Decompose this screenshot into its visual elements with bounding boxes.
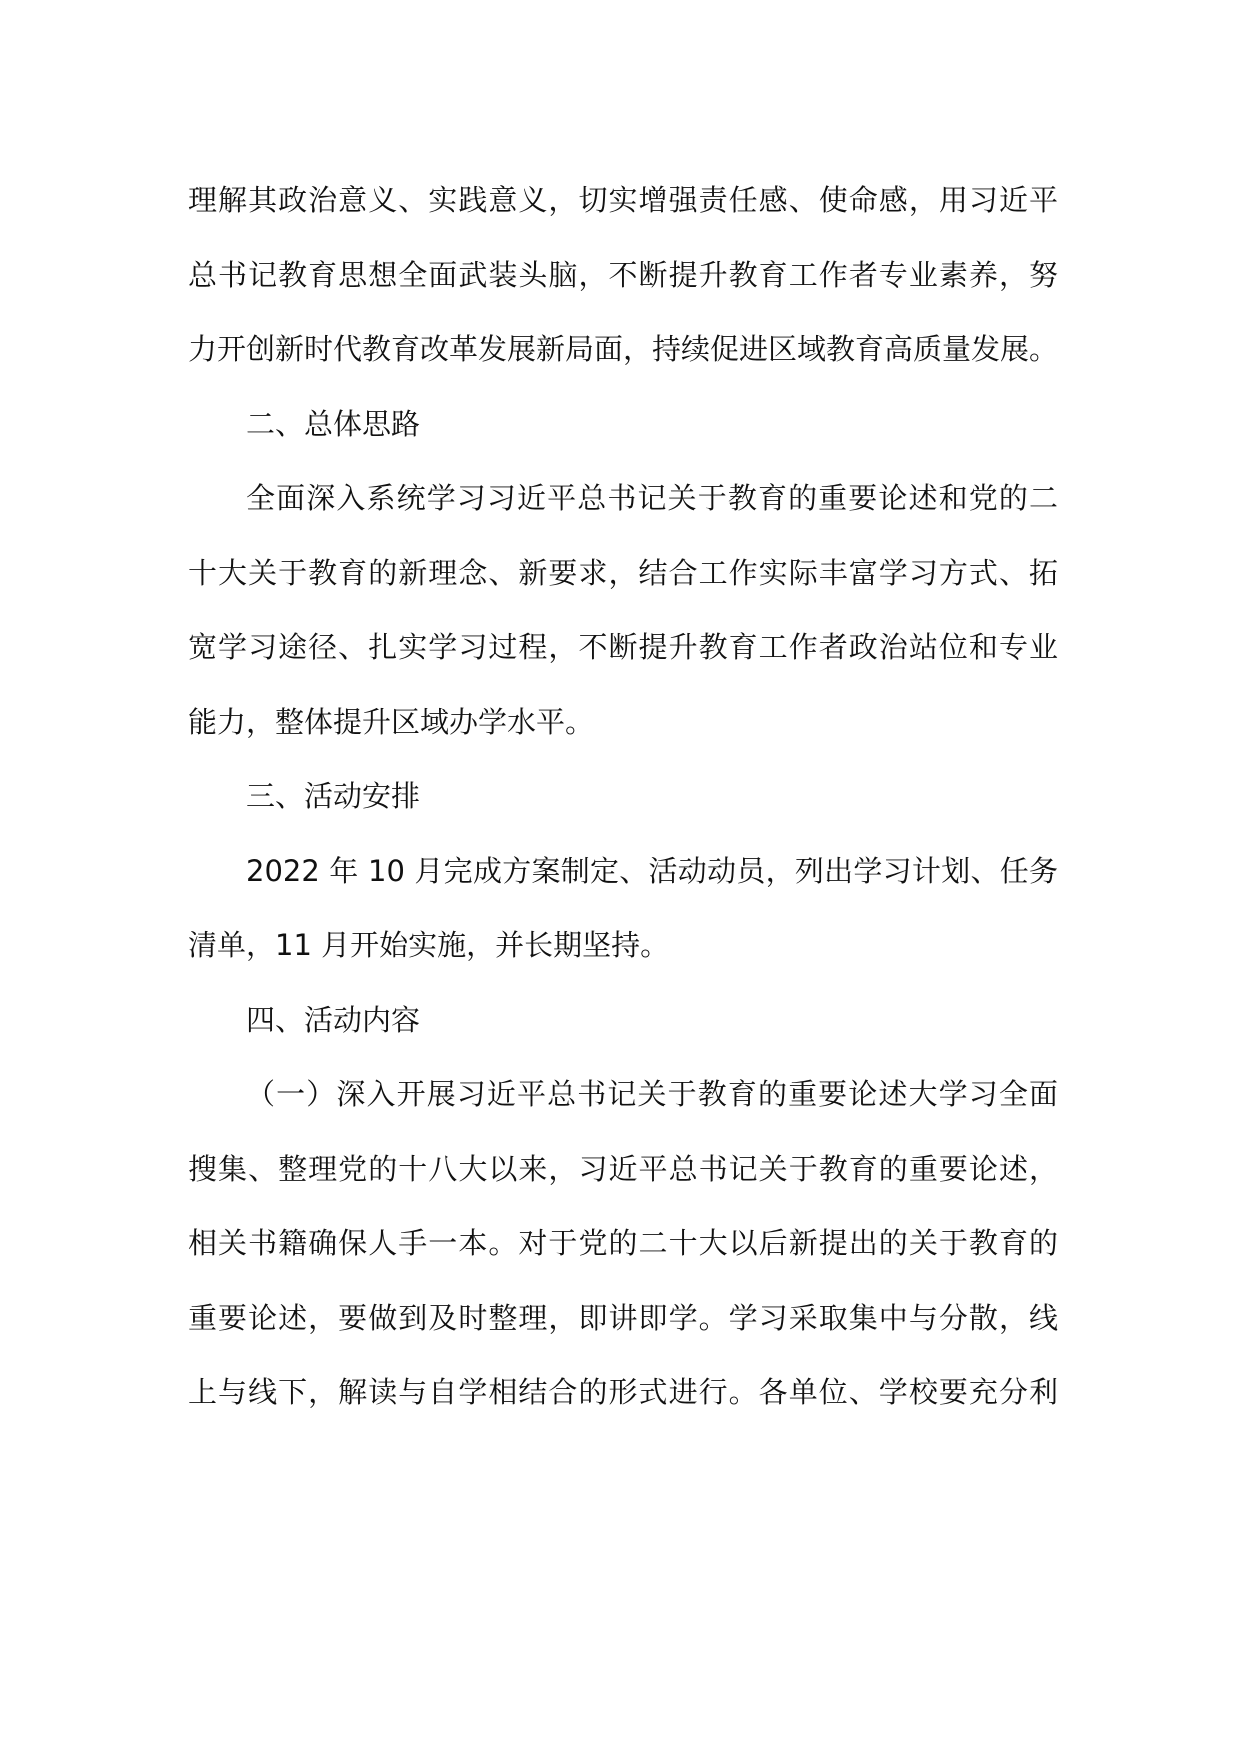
text-line: 清单，11 月开始实施，并长期坚持。 — [188, 928, 670, 962]
text-line: 相关书籍确保人手一本。对于党的二十大以后新提出的关于教育的 — [188, 1226, 1058, 1260]
text-line: 能力，整体提升区域办学水平。 — [188, 704, 595, 739]
text-line: 宽学习途径、扎实学习过程，不断提升教育工作者政治站位和专业 — [188, 630, 1058, 664]
paragraph-schedule — [188, 834, 1058, 983]
text-line: 理解其政治意义、实践意义，切实增强责任感、使命感，用习近平 — [188, 183, 1058, 217]
text-line: 力开创新时代教育改革发展新局面，持续促进区域教育高质量发展。 — [188, 332, 1059, 366]
section-heading: 二、总体思路 — [246, 406, 421, 441]
document-body — [188, 163, 1058, 1430]
text-line: 2022 年 10 月完成方案制定、活动动员，列出学习计划、任务 — [246, 853, 1058, 888]
paragraph-intro — [188, 163, 1058, 387]
text-line: 上与线下，解读与自学相结合的形式进行。各单位、学校要充分利 — [188, 1375, 1058, 1409]
section-heading: 四、活动内容 — [246, 1002, 421, 1037]
text-line: （一）深入开展习近平总书记关于教育的重要论述大学习全面 — [246, 1077, 1058, 1111]
text-line: 十大关于教育的新理念、新要求，结合工作实际丰富学习方式、拓 — [188, 555, 1058, 590]
text-line: 全面深入系统学习习近平总书记关于教育的重要论述和党的二 — [246, 481, 1058, 515]
text-line: 搜集、整理党的十八大以来，习近平总书记关于教育的重要论述， — [188, 1151, 1058, 1186]
paragraph-activity-content — [188, 1057, 1058, 1430]
paragraph-overall-approach — [188, 461, 1058, 759]
text-line: 总书记教育思想全面武装头脑，不断提升教育工作者专业素养，努 — [188, 257, 1058, 292]
text-line: 重要论述，要做到及时整理，即讲即学。学习采取集中与分散，线 — [188, 1300, 1058, 1335]
section-heading: 三、活动安排 — [246, 779, 421, 813]
